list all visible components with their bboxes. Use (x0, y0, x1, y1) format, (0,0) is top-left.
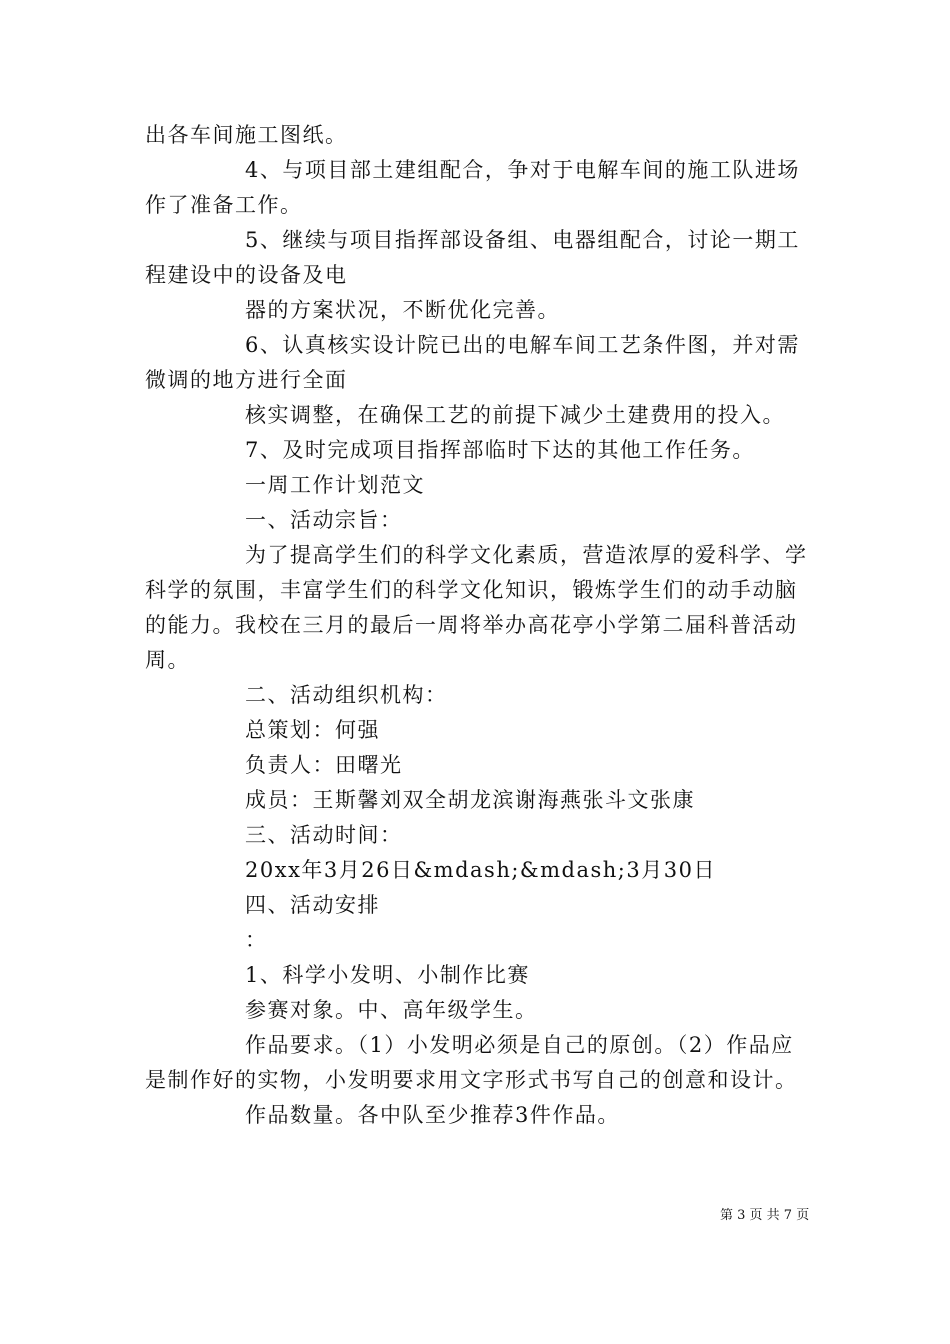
text-line: 周。 (145, 648, 190, 672)
text-line: 20xx年3月26日&mdash;&mdash;3月30日 (245, 858, 716, 882)
section-heading: 三、活动时间： (245, 823, 403, 847)
text-line: 作品要求。（1）小发明必须是自己的原创。（2）作品应 (245, 1033, 794, 1057)
text-line: 成员：王斯馨刘双全胡龙滨谢海燕张斗文张康 (245, 788, 695, 812)
text-line: 5、继续与项目指挥部设备组、电器组配合，讨论一期工 (245, 228, 800, 252)
text-line: 是制作好的实物，小发明要求用文字形式书写自己的创意和设计。 (145, 1068, 798, 1092)
text-line: 为了提高学生们的科学文化素质，营造浓厚的爱科学、学 (245, 543, 808, 567)
page-number-footer: 第 3 页 共 7 页 (720, 1208, 810, 1223)
section-heading: 四、活动安排 (245, 893, 380, 917)
text-line: 作品数量。各中队至少推荐3件作品。 (245, 1103, 620, 1127)
text-line: 程建设中的设备及电 (145, 263, 348, 287)
text-line: 微调的地方进行全面 (145, 368, 348, 392)
text-line: 器的方案状况，不断优化完善。 (245, 298, 560, 322)
text-line: 负责人：田曙光 (245, 753, 403, 777)
text-line: 7、及时完成项目指挥部临时下达的其他工作任务。 (245, 438, 755, 462)
text-line: 1、科学小发明、小制作比赛 (245, 963, 530, 987)
text-line: 作了准备工作。 (145, 193, 303, 217)
text-line: 的能力。我校在三月的最后一周将举办高花亭小学第二届科普活动 (145, 613, 798, 637)
section-heading: 一、活动宗旨： (245, 508, 403, 532)
text-line: 出各车间施工图纸。 (145, 123, 348, 147)
section-heading: 二、活动组织机构： (245, 683, 448, 707)
text-line: ： (245, 928, 268, 952)
text-line: 4、与项目部土建组配合，争对于电解车间的施工队进场 (245, 158, 800, 182)
text-line: 参赛对象。中、高年级学生。 (245, 998, 538, 1022)
text-line: 6、认真核实设计院已出的电解车间工艺条件图，并对需 (245, 333, 800, 357)
document-body (145, 118, 807, 1133)
text-line: 科学的氛围，丰富学生们的科学文化知识，锻炼学生们的动手动脑 (145, 578, 798, 602)
text-line: 核实调整，在确保工艺的前提下减少土建费用的投入。 (245, 403, 785, 427)
section-heading: 一周工作计划范文 (245, 473, 425, 497)
text-line: 总策划：何强 (245, 718, 380, 742)
